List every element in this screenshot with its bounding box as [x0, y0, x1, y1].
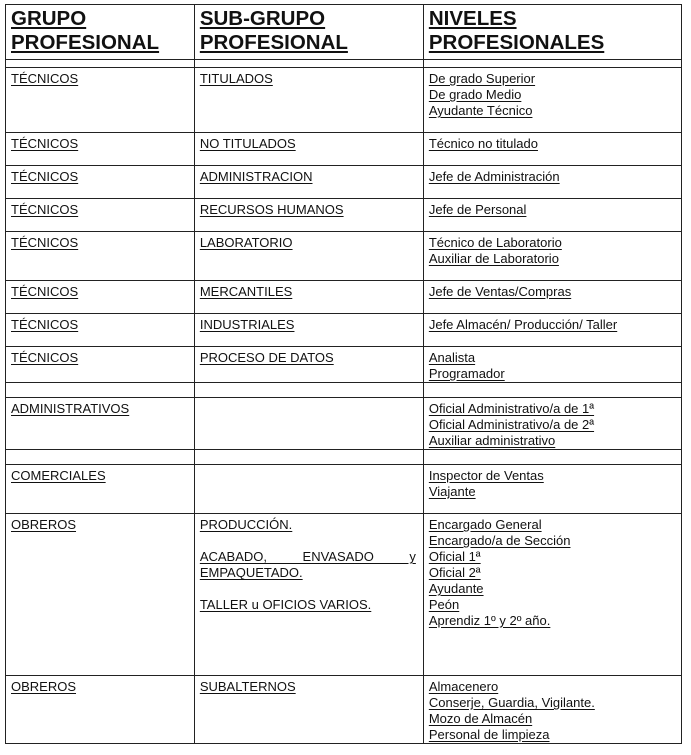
- niveles-cell: Encargado General Encargado/a de Sección Oficial 1ª Oficial 2ª Ayudante Peón Aprendiz 1º y 2º año.: [423, 514, 681, 676]
- subgrupo-cell: RECURSOS HUMANOS: [199, 202, 344, 217]
- grupo-cell: TÉCNICOS: [11, 71, 79, 86]
- niveles-cell: Jefe de Ventas/Compras: [423, 281, 681, 314]
- grupo-cell: TÉCNICOS: [11, 317, 79, 332]
- niveles-cell: Técnico de Laboratorio Auxiliar de Laboratorio: [423, 232, 681, 281]
- table-row: [6, 314, 682, 347]
- subgrupo-cell: MERCANTILES: [199, 284, 293, 299]
- subgrupo-cell: [194, 398, 423, 450]
- table-row: [6, 166, 682, 199]
- table-row: [6, 281, 682, 314]
- grupo-cell: TÉCNICOS: [11, 136, 79, 151]
- header-grupo: GRUPO PROFESIONAL: [6, 5, 195, 60]
- table-row: [6, 347, 682, 383]
- spacer-row: [6, 450, 682, 465]
- niveles-cell: Inspector de Ventas Viajante: [423, 465, 681, 514]
- table-row: [6, 199, 682, 232]
- spacer-row: [6, 60, 682, 68]
- subgrupo-cell: PRODUCCIÓN. ACABADO, ENVASADO y EMPAQUETADO. TALLER u OFICIOS VARIOS.: [194, 514, 423, 676]
- grupo-cell: TÉCNICOS: [11, 235, 79, 250]
- professional-groups-table: [5, 4, 682, 744]
- grupo-cell: TÉCNICOS: [11, 202, 79, 217]
- grupo-cell: ADMINISTRATIVOS: [11, 401, 130, 416]
- subgrupo-cell: ADMINISTRACION: [199, 169, 313, 184]
- header-niveles: NIVELES PROFESIONALES: [423, 5, 681, 60]
- grupo-cell: OBREROS: [11, 679, 77, 694]
- grupo-cell: COMERCIALES: [11, 468, 106, 483]
- subgrupo-cell: [194, 465, 423, 514]
- table-row: [6, 133, 682, 166]
- table-row: [6, 465, 682, 514]
- niveles-cell: Jefe de Administración: [423, 166, 681, 199]
- grupo-cell: TÉCNICOS: [11, 350, 79, 365]
- niveles-cell: Jefe Almacén/ Producción/ Taller: [423, 314, 681, 347]
- grupo-cell: TÉCNICOS: [11, 284, 79, 299]
- niveles-cell: Oficial Administrativo/a de 1ª Oficial Administrativo/a de 2ª Auxiliar administrativo: [423, 398, 681, 450]
- table-row: [6, 514, 682, 676]
- table-row: [6, 232, 682, 281]
- header-row: [6, 5, 682, 60]
- header-subgrupo: SUB-GRUPO PROFESIONAL: [194, 5, 423, 60]
- grupo-cell: TÉCNICOS: [11, 169, 79, 184]
- subgrupo-cell: INDUSTRIALES: [199, 317, 295, 332]
- subgrupo-cell: TITULADOS: [199, 71, 273, 86]
- subgrupo-cell: SUBALTERNOS: [199, 679, 296, 694]
- subgrupo-cell: PROCESO DE DATOS: [199, 350, 334, 365]
- niveles-cell: Jefe de Personal: [423, 199, 681, 232]
- niveles-cell: De grado Superior De grado Medio Ayudante Técnico: [423, 68, 681, 133]
- subgrupo-cell: LABORATORIO: [199, 235, 293, 250]
- niveles-cell: Técnico no titulado: [423, 133, 681, 166]
- spacer-row: [6, 383, 682, 398]
- niveles-cell: Almacenero Conserje, Guardia, Vigilante. Mozo de Almacén Personal de limpieza: [423, 676, 681, 744]
- niveles-cell: Analista Programador: [423, 347, 681, 383]
- table-row: [6, 398, 682, 450]
- grupo-cell: OBREROS: [11, 517, 77, 532]
- table-row: [6, 68, 682, 133]
- table-row: [6, 676, 682, 744]
- subgrupo-cell: NO TITULADOS: [199, 136, 296, 151]
